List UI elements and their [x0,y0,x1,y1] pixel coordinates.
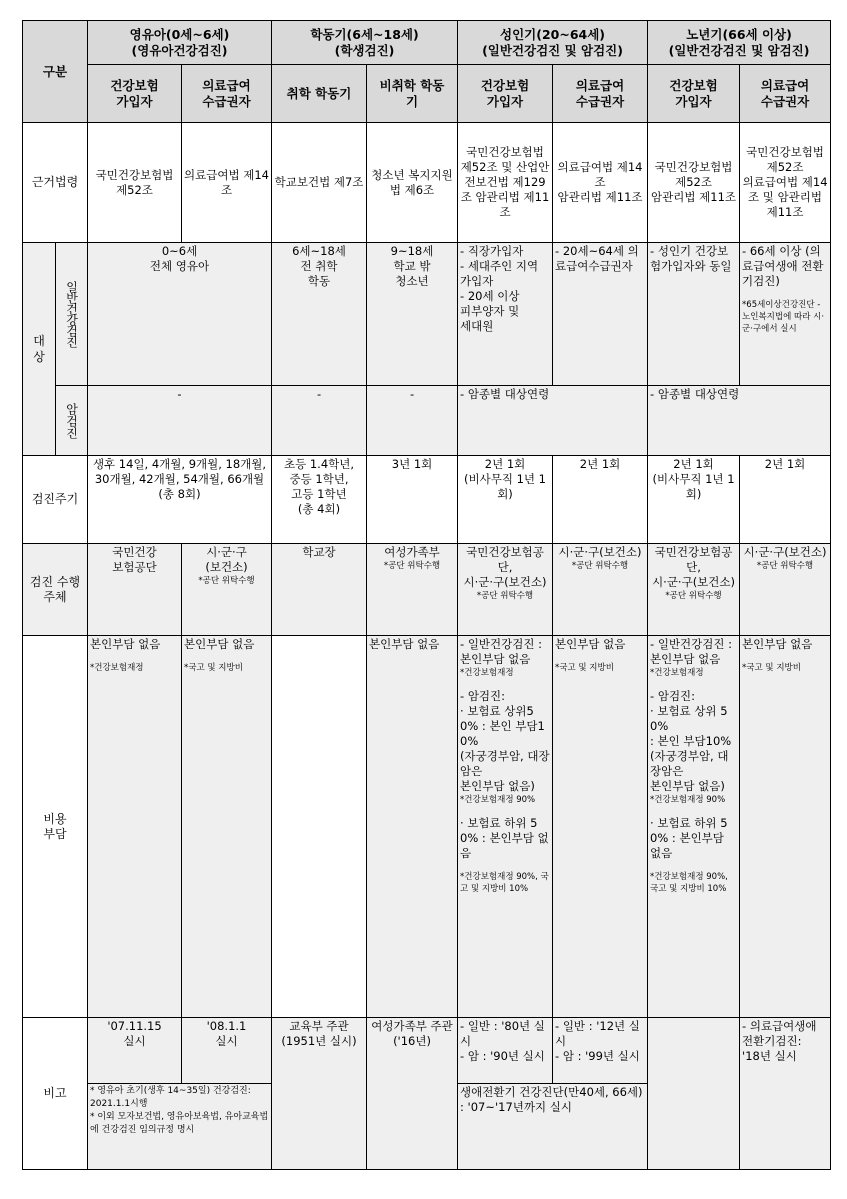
cost-adult-medicaid-note: *국고 및 지방비 [555,663,614,673]
agency-infant-medicaid-note: *공단 위탁수행 [198,576,255,586]
target-label-a: 대 [33,334,45,348]
agency-adult-insured-note: *공단 위탁수행 [476,591,534,601]
cost-elder-insured-cancer-note: *건강보험재정 90% [650,795,726,805]
cost-adult-medicaid [553,636,648,1018]
cost-infant-insured [88,636,182,1018]
cancer-school-enrolled: - [272,386,367,456]
row-label-target [23,243,56,456]
agency-elder-insured-text: 국민건강보험공단, 시·군·구(보건소) [652,545,735,589]
cost-infant-insured-note: *건강보험재정 [90,663,144,673]
cost-elder-insured-general-note: *건강보험재정 [650,668,704,678]
cost-school-out-text: 본인부담 없음 [369,637,440,651]
legal-adult-insured: 국민건강보험법 제52조 및 산업안전보건법 제129조 암관리법 제11조 [458,123,553,243]
cost-elder-insured-lower: · 보험료 하위 50% : 본인부담 없음 [650,816,728,860]
row-label-cost: 비용 부담 [23,636,88,1018]
cost-elder-insured-cancer: - 암검진: · 보험료 상위 50% : 본인 부담10% (자궁경부암, 대장암은 본인부담 없음) [650,689,732,793]
cost-adult-insured-cancer: - 암검진: · 보험료 상위50% : 본인 부담10% (자궁경부암, 대장암은 본인부담 없음) [460,689,550,793]
agency-school-out [367,544,458,636]
cost-infant-medicaid-text: 본인부담 없음 [184,637,255,651]
agency-adult-insured [458,544,553,636]
agency-elder-medicaid-text: 시·군·구(보건소) [743,545,827,559]
cost-elder-insured-lower-note: *건강보험재정 90%, 국고 및 지방비 10% [650,872,728,894]
legal-elder-insured: 국민건강보험법 제52조 암관리법 제11조 [648,123,740,243]
row-label-legal: 근거법령 [23,123,88,243]
cost-infant-medicaid-note: *국고 및 지방비 [184,663,243,673]
agency-school-out-note: *공단 위탁수행 [383,561,441,571]
cycle-elder-insured: 2년 1회 (비사무직 1년 1회) [648,456,740,544]
target-elder-medicaid-note: *65세이상건강진단 -노인복지법에 따라 시·군·구에서 실시 [742,300,825,334]
remarks-elder-insured [648,1018,740,1170]
subheader-elder-insured: 건강보험 가입자 [648,65,740,123]
legal-infant-medicaid: 의료급여법 제14조 [182,123,272,243]
cost-adult-insured-lower-note: *건강보험재정 90%, 국고 및 지방비 10% [460,872,549,894]
target-infant: 0~6세 전체 영유아 [88,243,272,386]
cycle-school-out: 3년 1회 [367,456,458,544]
agency-school-out-text: 여성가족부 [384,545,440,559]
agency-elder-medicaid-note: *공단 위탁수행 [756,561,814,571]
cancer-infant: - [88,386,272,456]
cost-school-out [367,636,458,1018]
cost-elder-insured-general: - 일반건강검진 : 본인부담 없음 [650,637,733,666]
remarks-infant-medicaid: '08.1.1 실시 [182,1018,272,1084]
target-elder-medicaid-text: - 66세 이상 (의료급여생애 전환기검진) [742,244,824,288]
subheader-adult-insured: 건강보험 가입자 [458,65,553,123]
header-elderly: 노년기(66세 이상) (일반건강검진 및 암검진) [648,21,831,65]
remarks-school-out: 여성가족부 주관('16년) [367,1018,458,1170]
cycle-elder-medicaid: 2년 1회 [740,456,831,544]
remarks-school-enrolled: 교육부 주관 (1951년 실시) [272,1018,367,1170]
cancer-school-out: - [367,386,458,456]
cycle-school-enrolled: 초등 1.4학년, 중등 1학년, 고등 1학년 (총 4회) [272,456,367,544]
remarks-adult-insured: - 일반 : '80년 실시 - 암 : '90년 실시 [458,1018,553,1084]
remarks-elder-medicaid: - 의료급여생애 전환기검진: '18년 실시 [740,1018,831,1170]
cost-adult-insured-lower: · 보험료 하위 50% : 본인부담 없음 [460,816,549,860]
cost-elder-medicaid [740,636,831,1018]
remarks-adult-transition: 생애전환기 건강진단(만40세, 66세) : '07~'17년까지 실시 [458,1084,648,1170]
subheader-school-out: 비취학 학동 기 [367,65,458,123]
cost-infant-insured-text: 본인부담 없음 [90,637,161,651]
agency-infant-medicaid-text: 시·군·구 (보건소) [205,545,248,574]
agency-adult-insured-text: 국민건강보험공단, 시·군·구(보건소) [463,545,547,589]
target-label-b: 상 [33,350,45,364]
cost-adult-medicaid-text: 본인부담 없음 [555,637,626,651]
cost-adult-insured-cancer-note: *건강보험재정 90% [460,795,536,805]
cycle-adult-medicaid: 2년 1회 [553,456,648,544]
cancer-adult: - 암종별 대상연령 [458,386,648,456]
subheader-infant-medicaid: 의료급여 수급권자 [182,65,272,123]
agency-infant-medicaid [182,544,272,636]
agency-adult-medicaid-text: 시·군·구(보건소) [558,545,642,559]
cost-adult-insured-general: - 일반건강검진 : 본인부담 없음 [460,637,543,666]
agency-elder-insured-note: *공단 위탁수행 [665,591,722,601]
cost-school-enrolled [272,636,367,1018]
cost-infant-medicaid [182,636,272,1018]
health-screening-table [22,20,831,1170]
header-adult: 성인기(20~64세) (일반건강검진 및 암검진) [458,21,648,65]
subheader-adult-medicaid: 의료급여 수급권자 [553,65,648,123]
agency-adult-medicaid [553,544,648,636]
header-gubun: 구분 [23,21,88,123]
cost-adult-insured [458,636,553,1018]
target-elder-insured: - 성인기 건강보험가입자와 동일 [648,243,740,386]
target-adult-medicaid: - 20세~64세 의료급여수급권자 [553,243,648,386]
row-label-cycle: 검진주기 [23,456,88,544]
cancer-elder: - 암종별 대상연령 [648,386,831,456]
row-label-remarks: 비고 [23,1018,88,1170]
legal-school-out: 청소년 복지지원법 제6조 [367,123,458,243]
header-school: 학동기(6세~18세) (학생검진) [272,21,458,65]
agency-school-enrolled: 학교장 [272,544,367,636]
subheader-infant-insured: 건강보험 가입자 [88,65,182,123]
subheader-elder-medicaid: 의료급여 수급권자 [740,65,831,123]
cost-elder-medicaid-note: *국고 및 지방비 [742,663,801,673]
target-school-out: 9~18세 학교 밖 청소년 [367,243,458,386]
target-elder-medicaid [740,243,831,386]
cycle-adult-insured: 2년 1회 (비사무직 1년 1회) [458,456,553,544]
legal-elder-medicaid: 국민건강보험법 제52조 의료급여법 제14조 및 암관리법 제11조 [740,123,831,243]
target-school-enrolled: 6세~18세 전 취학 학동 [272,243,367,386]
header-infant: 영유아(0세~6세) (영유아건강검진) [88,21,272,65]
remarks-adult-medicaid: - 일반 : '12년 실시 - 암 : '99년 실시 [553,1018,648,1084]
legal-school-enrolled: 학교보건법 제7조 [272,123,367,243]
remarks-infant-note: * 영유아 초기(생후 14~35일) 건강검진: 2021.1.1시행 * 이외 모자보건법, 영유아보육법, 유아교육법에 건강검진 임의규정 명시 [88,1084,272,1170]
agency-elder-medicaid [740,544,831,636]
agency-elder-insured [648,544,740,636]
cost-adult-insured-general-note: *건강보험재정 [460,668,514,678]
remarks-infant-insured: '07.11.15 실시 [88,1018,182,1084]
agency-adult-medicaid-note: *공단 위탁수행 [571,561,629,571]
cost-elder-medicaid-text: 본인부담 없음 [742,637,813,651]
target-cancer-label: 암검진 [56,386,88,456]
row-label-agency: 검진 수행 주체 [23,544,88,636]
legal-adult-medicaid: 의료급여법 제14조 암관리법 제11조 [553,123,648,243]
agency-infant-insured: 국민건강 보험공단 [88,544,182,636]
cost-elder-insured [648,636,740,1018]
target-general-label: 일반건강검진 [56,243,88,386]
subheader-school-enrolled: 취학 학동기 [272,65,367,123]
target-adult-insured: - 직장가입자 - 세대주인 지역 가입자 - 20세 이상 피부양자 및 세대원 [458,243,553,386]
legal-infant-insured: 국민건강보험법 제52조 [88,123,182,243]
cycle-infant: 생후 14일, 4개월, 9개월, 18개월, 30개월, 42개월, 54개월, 66개월 (총 8회) [88,456,272,544]
